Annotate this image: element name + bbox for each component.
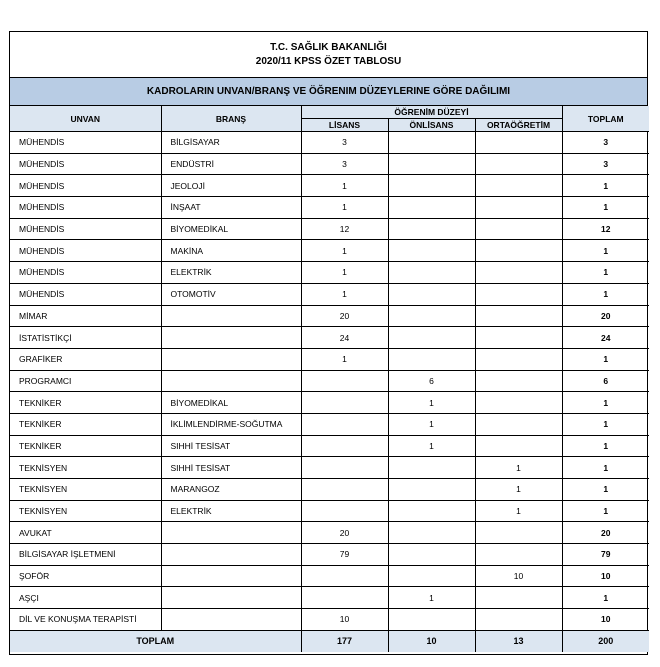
brans-cell: BİYOMEDİKAL	[161, 218, 301, 240]
table-row	[10, 240, 649, 262]
onlisans-cell: 1	[388, 392, 475, 414]
unvan-cell: TEKNİKER	[10, 413, 161, 435]
header-ogrenim-duzeyi: ÖĞRENİM DÜZEYİ	[301, 106, 562, 119]
title-line-1: T.C. SAĞLIK BAKANLIĞI	[270, 41, 387, 53]
unvan-cell: TEKNİSYEN	[10, 500, 161, 522]
toplam-cell: 1	[562, 175, 649, 197]
toplam-cell: 12	[562, 218, 649, 240]
unvan-cell: İSTATİSTİKÇİ	[10, 327, 161, 349]
brans-cell: ELEKTRİK	[161, 500, 301, 522]
lisans-cell	[301, 392, 388, 414]
ortaogretim-cell	[475, 240, 562, 262]
lisans-cell	[301, 479, 388, 501]
onlisans-cell	[388, 457, 475, 479]
table-row	[10, 175, 649, 197]
onlisans-cell	[388, 544, 475, 566]
ortaogretim-cell: 1	[475, 500, 562, 522]
unvan-cell: AVUKAT	[10, 522, 161, 544]
total-row	[10, 630, 649, 652]
brans-cell: MARANGOZ	[161, 479, 301, 501]
unvan-cell: GRAFİKER	[10, 348, 161, 370]
lisans-cell	[301, 565, 388, 587]
unvan-cell: TEKNİSYEN	[10, 457, 161, 479]
unvan-cell: MÜHENDİS	[10, 132, 161, 154]
onlisans-cell	[388, 175, 475, 197]
toplam-cell: 1	[562, 348, 649, 370]
ortaogretim-cell	[475, 370, 562, 392]
lisans-cell: 24	[301, 327, 388, 349]
onlisans-cell	[388, 500, 475, 522]
unvan-cell: BİLGİSAYAR İŞLETMENİ	[10, 544, 161, 566]
onlisans-cell: 1	[388, 587, 475, 609]
brans-cell: BİYOMEDİKAL	[161, 392, 301, 414]
unvan-cell: MÜHENDİS	[10, 283, 161, 305]
table-row	[10, 544, 649, 566]
table-row	[10, 305, 649, 327]
onlisans-cell	[388, 132, 475, 154]
unvan-cell: MÜHENDİS	[10, 175, 161, 197]
toplam-cell: 20	[562, 522, 649, 544]
title-line-2: 2020/11 KPSS ÖZET TABLOSU	[255, 55, 402, 67]
ortaogretim-cell	[475, 327, 562, 349]
toplam-cell: 24	[562, 327, 649, 349]
brans-cell: MAKİNA	[161, 240, 301, 262]
brans-cell	[161, 544, 301, 566]
unvan-cell: MÜHENDİS	[10, 197, 161, 219]
lisans-cell: 3	[301, 132, 388, 154]
brans-cell	[161, 609, 301, 631]
unvan-cell: AŞÇI	[10, 587, 161, 609]
onlisans-cell	[388, 609, 475, 631]
lisans-cell	[301, 435, 388, 457]
table-row	[10, 153, 649, 175]
toplam-cell: 3	[562, 132, 649, 154]
ortaogretim-cell	[475, 175, 562, 197]
header-unvan: UNVAN	[10, 106, 161, 132]
brans-cell	[161, 327, 301, 349]
lisans-cell: 1	[301, 348, 388, 370]
toplam-cell: 1	[562, 392, 649, 414]
onlisans-cell	[388, 565, 475, 587]
brans-cell: JEOLOJİ	[161, 175, 301, 197]
toplam-cell: 1	[562, 587, 649, 609]
table-row	[10, 587, 649, 609]
kpss-table	[10, 106, 649, 652]
toplam-cell: 79	[562, 544, 649, 566]
table-row	[10, 413, 649, 435]
toplam-cell: 6	[562, 370, 649, 392]
header-ortaogretim: ORTAÖĞRETİM	[475, 119, 562, 132]
lisans-cell: 1	[301, 197, 388, 219]
brans-cell	[161, 370, 301, 392]
unvan-cell: MÜHENDİS	[10, 262, 161, 284]
brans-cell	[161, 522, 301, 544]
onlisans-cell	[388, 479, 475, 501]
ortaogretim-cell	[475, 392, 562, 414]
brans-cell: ELEKTRİK	[161, 262, 301, 284]
table-row	[10, 479, 649, 501]
brans-cell	[161, 348, 301, 370]
table-row	[10, 522, 649, 544]
brans-cell	[161, 587, 301, 609]
lisans-cell: 1	[301, 175, 388, 197]
brans-cell: İKLİMLENDİRME-SOĞUTMA	[161, 413, 301, 435]
unvan-cell: TEKNİKER	[10, 435, 161, 457]
lisans-cell	[301, 587, 388, 609]
ortaogretim-cell	[475, 348, 562, 370]
lisans-cell: 12	[301, 218, 388, 240]
ortaogretim-cell	[475, 413, 562, 435]
ortaogretim-cell	[475, 609, 562, 631]
table-row	[10, 283, 649, 305]
unvan-cell: ŞOFÖR	[10, 565, 161, 587]
ortaogretim-cell	[475, 522, 562, 544]
ortaogretim-cell: 1	[475, 457, 562, 479]
ortaogretim-cell: 1	[475, 479, 562, 501]
unvan-cell: TEKNİKER	[10, 392, 161, 414]
lisans-cell	[301, 500, 388, 522]
toplam-cell: 1	[562, 283, 649, 305]
table-row	[10, 565, 649, 587]
onlisans-cell	[388, 327, 475, 349]
onlisans-cell	[388, 197, 475, 219]
lisans-cell	[301, 413, 388, 435]
lisans-cell: 20	[301, 305, 388, 327]
unvan-cell: PROGRAMCI	[10, 370, 161, 392]
onlisans-cell	[388, 522, 475, 544]
total-label: TOPLAM	[10, 630, 301, 652]
lisans-cell: 1	[301, 283, 388, 305]
lisans-cell: 79	[301, 544, 388, 566]
toplam-cell: 1	[562, 457, 649, 479]
table-row	[10, 435, 649, 457]
ortaogretim-cell	[475, 262, 562, 284]
lisans-cell: 1	[301, 240, 388, 262]
total-toplam: 200	[562, 630, 649, 652]
ortaogretim-cell	[475, 132, 562, 154]
lisans-cell: 10	[301, 609, 388, 631]
unvan-cell: DİL VE KONUŞMA TERAPİSTİ	[10, 609, 161, 631]
header-onlisans: ÖNLİSANS	[388, 119, 475, 132]
ortaogretim-cell	[475, 544, 562, 566]
toplam-cell: 1	[562, 435, 649, 457]
table-row	[10, 132, 649, 154]
unvan-cell: MÜHENDİS	[10, 240, 161, 262]
table-banner: KADROLARIN UNVAN/BRANŞ VE ÖĞRENIM DÜZEYLERINE GÖRE DAĞILIMI	[10, 78, 647, 106]
ortaogretim-cell	[475, 283, 562, 305]
header-brans: BRANŞ	[161, 106, 301, 132]
toplam-cell: 3	[562, 153, 649, 175]
table-row	[10, 327, 649, 349]
toplam-cell: 1	[562, 479, 649, 501]
onlisans-cell: 1	[388, 413, 475, 435]
ortaogretim-cell: 10	[475, 565, 562, 587]
toplam-cell: 10	[562, 565, 649, 587]
toplam-cell: 1	[562, 240, 649, 262]
table-row	[10, 348, 649, 370]
ortaogretim-cell	[475, 587, 562, 609]
lisans-cell	[301, 457, 388, 479]
toplam-cell: 1	[562, 500, 649, 522]
brans-cell: ENDÜSTRİ	[161, 153, 301, 175]
toplam-cell: 10	[562, 609, 649, 631]
total-ortaogretim: 13	[475, 630, 562, 652]
total-onlisans: 10	[388, 630, 475, 652]
brans-cell: OTOMOTİV	[161, 283, 301, 305]
brans-cell	[161, 565, 301, 587]
lisans-cell	[301, 370, 388, 392]
brans-cell: BİLGİSAYAR	[161, 132, 301, 154]
table-row	[10, 457, 649, 479]
onlisans-cell	[388, 348, 475, 370]
brans-cell: SIHHİ TESİSAT	[161, 435, 301, 457]
onlisans-cell: 1	[388, 435, 475, 457]
summary-sheet	[9, 31, 648, 655]
header-toplam: TOPLAM	[562, 106, 649, 132]
onlisans-cell	[388, 153, 475, 175]
lisans-cell: 1	[301, 262, 388, 284]
ortaogretim-cell	[475, 305, 562, 327]
toplam-cell: 1	[562, 262, 649, 284]
ortaogretim-cell	[475, 153, 562, 175]
toplam-cell: 1	[562, 197, 649, 219]
onlisans-cell	[388, 305, 475, 327]
brans-cell	[161, 305, 301, 327]
ortaogretim-cell	[475, 218, 562, 240]
onlisans-cell	[388, 240, 475, 262]
brans-cell: İNŞAAT	[161, 197, 301, 219]
table-row	[10, 262, 649, 284]
title-block	[10, 32, 647, 78]
unvan-cell: MÜHENDİS	[10, 218, 161, 240]
table-row	[10, 197, 649, 219]
lisans-cell: 3	[301, 153, 388, 175]
table-row	[10, 218, 649, 240]
onlisans-cell	[388, 262, 475, 284]
total-lisans: 177	[301, 630, 388, 652]
ortaogretim-cell	[475, 197, 562, 219]
onlisans-cell: 6	[388, 370, 475, 392]
brans-cell: SIHHİ TESİSAT	[161, 457, 301, 479]
toplam-cell: 1	[562, 413, 649, 435]
unvan-cell: TEKNİSYEN	[10, 479, 161, 501]
table-row	[10, 370, 649, 392]
table-row	[10, 500, 649, 522]
table-row	[10, 609, 649, 631]
unvan-cell: MÜHENDİS	[10, 153, 161, 175]
header-lisans: LİSANS	[301, 119, 388, 132]
onlisans-cell	[388, 283, 475, 305]
unvan-cell: MİMAR	[10, 305, 161, 327]
lisans-cell: 20	[301, 522, 388, 544]
onlisans-cell	[388, 218, 475, 240]
table-body	[10, 132, 649, 652]
ortaogretim-cell	[475, 435, 562, 457]
toplam-cell: 20	[562, 305, 649, 327]
table-row	[10, 392, 649, 414]
